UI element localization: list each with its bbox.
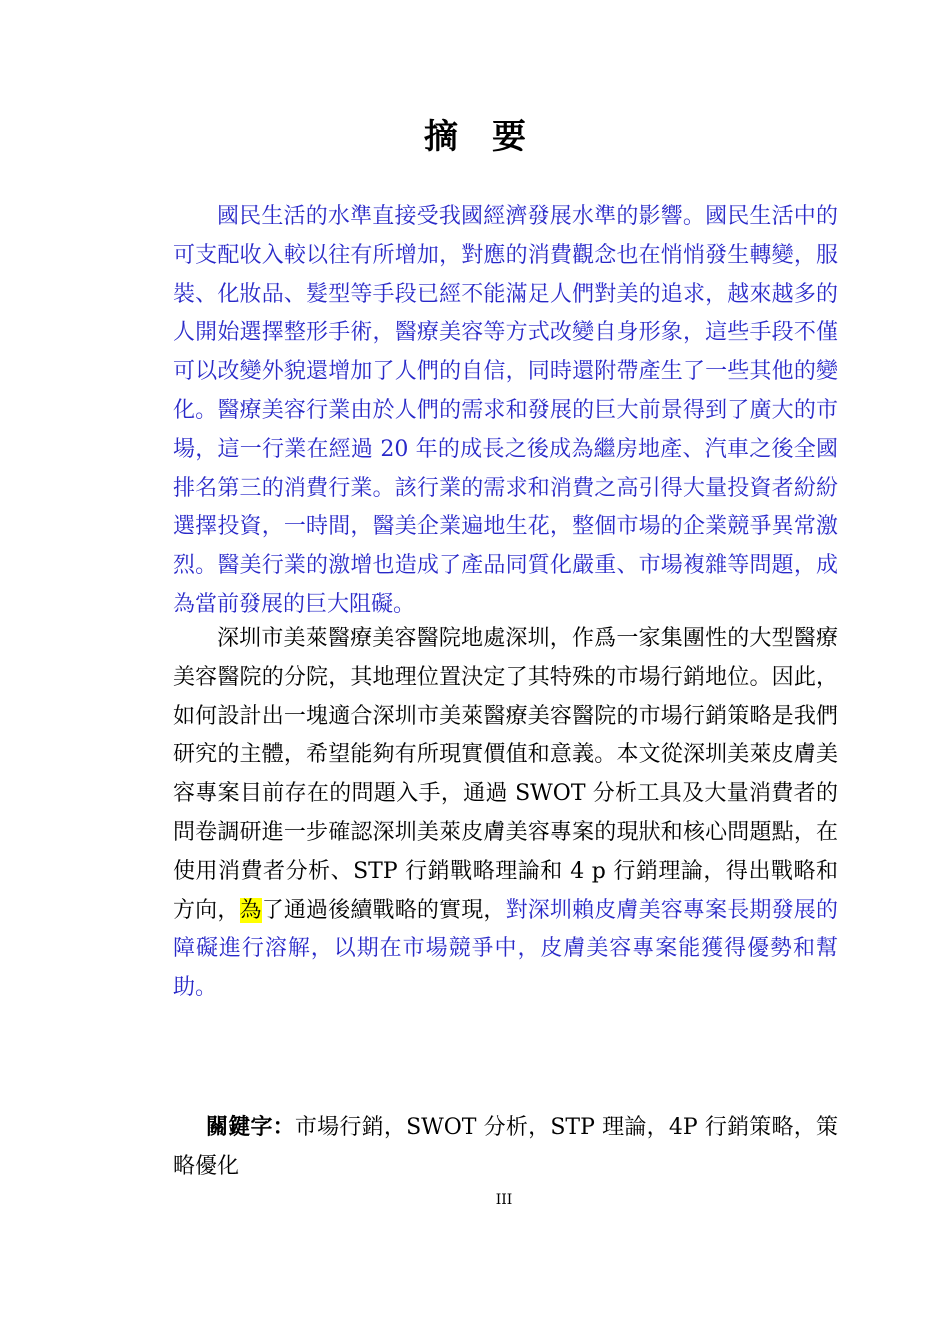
paragraph-1-text: 國民生活的水準直接受我國經濟發展水準的影響。國民生活中的可支配收入較以往有所增加，對應的消費觀念也在悄悄發生轉變，服裝、化妝品、髮型等手段已經不能滿足人們對美的追求，越來越多的人開始選擇整形手術，醫療美容等方式改變自身形象，這些手段不僅可以改變外貌還增加了人們的自信，同時還附帶產生了一些其他的變化。醫療美容行業由於人們的需求和發展的巨大前景得到了廣大的市場，這一行業在經過 20 年的成長之後成為繼房地產、汽車之後全國排名第三的消費行業。該行業的需求和消費之高引得大量投資者紛紛選擇投資，一時間，醫美企業遍地生花，整個市場的企業競爭異常激烈。醫美行業的激增也造成了產品同質化嚴重、市場複雜等問題，成為當前發展的巨大阻礙。 [173,204,838,617]
paragraph-2-text [173,620,838,1008]
highlighted-character: 為 [239,897,262,923]
abstract-paragraph-1 [173,198,838,625]
keywords-text: 市場行銷，SWOT 分析，STP 理論，4P 行銷策略，策略優化 [173,1115,838,1179]
page-number: III [495,1192,513,1208]
paragraph-2-part-3: 對深圳賴皮膚美容專案長期發展的障礙進行溶解，以期在市場競爭中，皮膚美容專案能獲得優勢和幫助。 [173,897,838,1001]
page-title: 摘要 [424,117,560,157]
keywords-line [173,1108,838,1187]
abstract-paragraph-2 [173,620,838,1008]
paragraph-2-part-2: 了通過後續戰略的實現， [261,897,506,923]
paragraph-2-part-1: 深圳市美萊醫療美容醫院地處深圳，作爲一家集團性的大型醫療美容醫院的分院，其地理位置決定了其特殊的市場行銷地位。因此，如何設計出一塊適合深圳市美萊醫療美容醫院的市場行銷策略是我們研究的主體，希望能夠有所現實價值和意義。本文從深圳美萊皮膚美容專案目前存在的問題入手，通過 SWOT 分析工具及大量消費者的問卷調研進一步確認深圳美萊皮膚美容專案的現狀和核心問題點，在使用消費者分析、STP 行銷戰略理論和 4 p 行銷理論，得出戰略和方向， [173,626,838,923]
keywords-label: 關鍵字： [206,1114,295,1140]
